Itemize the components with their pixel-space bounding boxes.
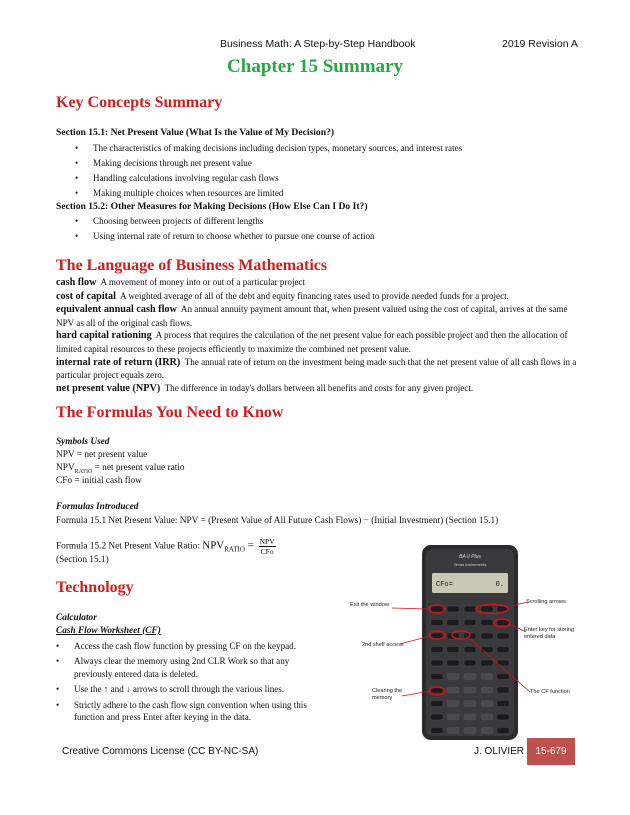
calculator-key: [447, 714, 459, 720]
calculator-key: [464, 714, 476, 720]
symbol-npv-ratio-prefix: NPV: [56, 463, 75, 473]
glossary-entry: [56, 329, 578, 355]
list-item: • Access the cash flow function by pressing CF on the keypad.: [56, 640, 326, 652]
formula-15-2-section: (Section 15.1): [56, 555, 109, 565]
chapter-title: Chapter 15 Summary: [227, 56, 403, 77]
list-item: • Making multiple choices when resources are limited: [75, 186, 462, 201]
formula-15-2-eq: =: [244, 539, 257, 552]
calculator-key: [431, 701, 443, 707]
glossary-definition: A movement of money into or out of a particular project: [100, 277, 306, 287]
list-item: • Use the ↑ and ↓ arrows to scroll through the various lines.: [56, 683, 326, 695]
formula-15-2: [56, 537, 276, 556]
list-item: • The characteristics of making decisions including decision types, monetary sources, and interest rates: [75, 141, 462, 156]
calculator-key: [464, 647, 476, 653]
glossary-term: equivalent annual cash flow: [56, 304, 177, 316]
calculator-key: [481, 687, 493, 693]
calculator-key: [497, 647, 509, 653]
calculator-key: [447, 728, 459, 734]
list-item: • Strictly adhere to the cash flow sign convention when using this function and press Enter after keying in the data.: [56, 699, 326, 724]
annotation-scroll: Scrolling arrows: [526, 599, 566, 605]
list-item: • Handling calculations involving regular cash flows: [75, 171, 462, 186]
calculator-figure: [340, 540, 580, 740]
list-item: • Making decisions through net present value: [75, 156, 462, 171]
fraction-numerator: NPV: [259, 537, 275, 546]
glossary-term: hard capital rationing: [56, 330, 152, 342]
calculator-key: [497, 660, 509, 666]
annotation-exit: Exit the window: [350, 602, 389, 608]
list-item: • Always clear the memory using 2nd CLR Work so that any previously entered data is deleted.: [56, 655, 326, 680]
formula-15-2-lhs: NPV: [202, 539, 225, 552]
calculator-key: [431, 674, 443, 680]
footer-author: J. OLIVIER: [474, 746, 525, 757]
glossary-definition: A weighted average of all of the debt and equity financing rates used to provide needed funds for a project.: [120, 290, 509, 301]
key-concepts-heading: Key Concepts Summary: [56, 94, 223, 111]
calculator-key: [497, 674, 509, 680]
glossary: [56, 276, 578, 395]
section-15-2-title: Section 15.2: Other Measures for Making Decisions (How Else Can I Do It?): [56, 201, 368, 212]
calculator-key: [431, 728, 443, 734]
list-item: • Using internal rate of return to choose whether to pursue one course of action: [75, 229, 375, 244]
calculator-key: [464, 620, 476, 626]
glossary-entry: [56, 303, 578, 329]
calculator-key: [464, 701, 476, 707]
calculator-key: [481, 728, 493, 734]
calculator-key: [447, 620, 459, 626]
calculator-key: [481, 606, 493, 612]
fraction-denominator: CFo: [260, 547, 274, 556]
calculator-key: [447, 606, 459, 612]
technology-bullets: [56, 640, 326, 726]
formula-15-2-lhs-sub: RATIO: [224, 545, 245, 554]
formula-15-2-fraction: [259, 537, 276, 556]
calculator-key: [497, 701, 509, 707]
calculator-key: [447, 674, 459, 680]
calculator-key: [481, 714, 493, 720]
glossary-term: cash flow: [56, 277, 97, 288]
symbol-npv-ratio: [56, 463, 185, 475]
calculator-key: [431, 606, 443, 612]
calculator-key: [447, 687, 459, 693]
calculator-key: [464, 660, 476, 666]
annotation-clear: Clearing the memory: [372, 688, 403, 701]
glossary-definition: A process that requires the calculation of the net present value for each possible project and then the allocation of limited capital resources to these projects efficiently to maximize the combined net present value.: [56, 330, 568, 354]
section-15-1-title: Section 15.1: Net Present Value (What Is the Value of My Decision?): [56, 127, 335, 138]
calculator-key: [497, 633, 509, 639]
language-heading: The Language of Business Mathematics: [56, 257, 328, 274]
calculator-key: [464, 606, 476, 612]
calculator-key: [447, 647, 459, 653]
formulas-introduced-heading: Formulas Introduced: [56, 502, 139, 512]
symbol-npv-ratio-sub: RATIO: [74, 468, 93, 475]
glossary-definition: The difference in today's dollars between all benefits and costs for any given project.: [164, 382, 474, 393]
calculator-label: Calculator: [56, 613, 97, 623]
calculator-key: [431, 647, 443, 653]
calculator-key: [464, 674, 476, 680]
revision-label: 2019 Revision A: [502, 38, 578, 50]
technology-heading: Technology: [56, 579, 134, 596]
formulas-heading: The Formulas You Need to Know: [56, 404, 284, 421]
calculator-key: [447, 701, 459, 707]
book-title: Business Math: A Step-by-Step Handbook: [220, 38, 416, 50]
section-15-2-bullets: [75, 214, 375, 244]
section-15-1-bullets: [75, 141, 462, 201]
calculator-key: [481, 701, 493, 707]
calculator-key: [481, 674, 493, 680]
calculator-key: [431, 660, 443, 666]
calculator-key: [497, 687, 509, 693]
glossary-term: net present value (NPV): [56, 382, 161, 394]
calculator-key: [447, 660, 459, 666]
glossary-entry: [56, 356, 578, 382]
glossary-term: internal rate of return (IRR): [56, 356, 181, 368]
annotation-second: 2nd shelf access: [362, 642, 404, 648]
glossary-definition: An annual annuity payment amount that, when present valued using the cost of capital, arrives at the same NPV as all of the original cash flows.: [56, 304, 568, 328]
formula-15-1: Formula 15.1 Net Present Value: NPV = (Present Value of All Future Cash Flows) − (Initial Investment) (Section 15.1): [56, 516, 499, 526]
list-item: • Choosing between projects of different lengths: [75, 214, 375, 229]
symbol-cfo: CFo = initial cash flow: [56, 476, 142, 486]
glossary-entry: [56, 382, 578, 396]
annotation-enter: Enter key for storing entered data: [524, 627, 575, 640]
symbol-npv-ratio-suffix: = net present value ratio: [92, 463, 185, 473]
calculator-display-label: CFo=: [436, 581, 453, 589]
calculator-key: [497, 728, 509, 734]
glossary-definition: The annual rate of return on the investment being made such that the net present value of all cash flows in a particular project equals zero.: [56, 356, 577, 381]
calculator-key: [464, 687, 476, 693]
glossary-entry: [56, 290, 578, 304]
calculator-model: BA II Plus: [459, 554, 481, 560]
symbol-npv: NPV = net present value: [56, 450, 148, 460]
glossary-term: cost of capital: [56, 290, 116, 302]
calculator-key: [464, 728, 476, 734]
calculator-key: [481, 620, 493, 626]
calculator-key: [431, 620, 443, 626]
calculator-brand: Texas Instruments: [453, 562, 487, 567]
formula-15-2-label: Formula 15.2 Net Present Value Ratio:: [56, 541, 203, 552]
calculator-key: [481, 633, 493, 639]
cash-flow-worksheet-label: Cash Flow Worksheet (CF): [56, 626, 161, 636]
calculator-key: [431, 714, 443, 720]
glossary-entry: [56, 276, 578, 290]
symbols-heading: Symbols Used: [56, 437, 110, 447]
calculator-key: [481, 660, 493, 666]
calculator-key: [481, 647, 493, 653]
calculator-key: [497, 714, 509, 720]
calculator-display-value: 0.: [495, 581, 504, 589]
footer-license: Creative Commons License (CC BY-NC-SA): [62, 746, 259, 757]
page-number-badge: 15-679: [527, 738, 575, 765]
annotation-cf: The CF function: [530, 689, 570, 695]
